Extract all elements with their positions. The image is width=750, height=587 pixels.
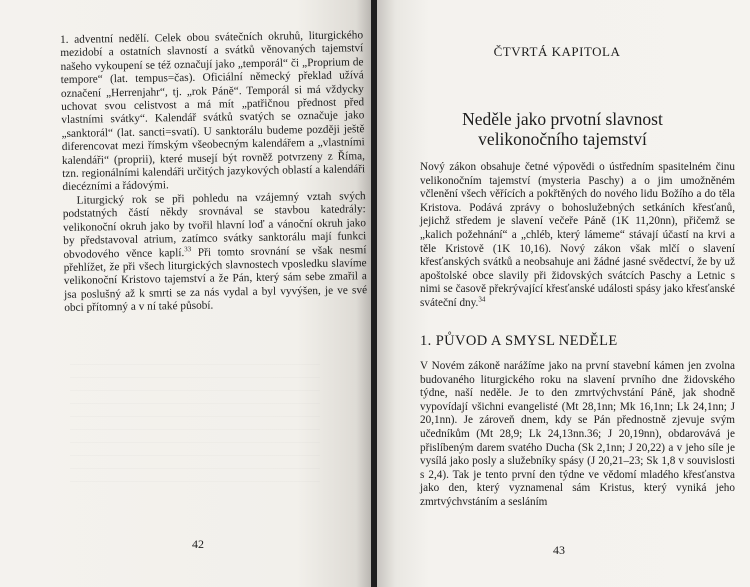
left-page	[0, 0, 371, 587]
page-number: 43	[553, 543, 565, 557]
section-heading: 1. PŮVOD A SMYSL NEDĚLE	[420, 333, 618, 349]
show-through-text	[70, 362, 320, 482]
chapter-title: Neděle jako prvotní slavnost velikonočního tajemství	[462, 109, 663, 149]
footnote-ref: 33	[184, 244, 192, 253]
paragraph: Liturgický rok se při pohledu na vzájemný vztah svých podstatných částí někdy srovnával se stavbou katedrály: velikonoční okruh jako by tvořil hlavní loď a vánoční okruh jako by představoval atrium, zatímco svátky sanktorálu mají funkci obvodového věnce kaplí.$^{33}$ Při tomto srovnání se však nesmí přehlížet, že při všech liturgických slavnostech vposledku slavíme velikonoční Kristovo tajemství a že Pán, který sám sebe zmařil a jsa poslušný až k smrti se za nás vydal a byl vyvýšen, je ve své obci přítomný a v ní také působí.	[62, 190, 368, 315]
paragraph: 1. adventní nedělí. Celek obou svátečních okruhů, liturgického mezidobí a ostatních slavností a svátků věnovaných tajemství našeho vykoupení se též označují jako „temporál“ či „Proprium de tempore“ (lat. tempus=čas). Oficiální německý překlad užívá označení „Herrenjahr“, tj. „rok Páně“. Temporál si má vždycky uchovat svou celistvost a má mít „patřičnou přednost před vlastními svátky“. Kalendář svátků svatých se označuje jako „sanktorál“ (lat. sancti=svatí). U sanktorálu budeme později ještě diferencovat mezi římským všeobecným kalendářem a „vlastními kalendáři“ (proprii), které musejí být rovněž potvrzeny z Říma, tzn. regionálními kalendáři určitých jazykových oblastí a kalendáři diecézními a řádovými.	[60, 29, 366, 194]
left-page-text	[60, 29, 367, 315]
chapter-label: ČTVRTÁ KAPITOLA	[493, 44, 621, 59]
chapter-intro: Nový zákon obsahuje četné výpovědi o ústředním spasitelném činu velikonočním tajemství (mysteria Paschy) a o jim umožněném včlenění všech věřících a pokřtěných do nového lidu Božího a do těla Kristova. Podává zprávy o bohoslužebných setkáních křesťanů, jejichž středem je slavení večeře Páně (1K 11,20nn), přičemž se „kalich požehnání“ a „chléb, který lámeme“ stávají účastí na krvi a těle Kristově (1K 10,16). Nový zákon však mlčí o slavení křesťanských svátků a neobsahuje ani žádné jasné svědectví, že by už apoštolské obce slavily při židovských svátcích Paschy a Letnic s nimi se časově překrývající křesťanské události spásy jako křesťanské sváteční dny.$^{34}$	[420, 161, 735, 309]
section-body: V Novém zákoně narážíme jako na první stavební kámen jen zvolna budovaného liturgického roku na slavení prvního dne židovského týdne, naší neděle. Je to den zmrtvýchvstání Páně, jak shodně vypovídají všichni evangelisté (Mt 28,1nn; Mk 16,1nn; Lk 24,1nn; J 20,1nn). Je zároveň dnem, kdy se Pán přednostně zjevuje svým učedníkům (Mt 28,9; Lk 24,13nn.36; J 20,19nn), obdarovává je přislíbeným darem svatého Ducha (Sk 2,1nn; J 20,22) a v jeho síle je vysílá jako posly a služebníky spásy (J 20,21–23; Sk 1,8 v souvislosti s 2,4). Tak je tento první den týdne ve vědomí mladého křesťanstva jako den, který vyznamenal sám Kristus, který vyniká jeho zmrtvýchvstáním a sesláním	[420, 360, 735, 508]
page-number: 42	[192, 537, 204, 551]
footnote-ref: 34	[478, 295, 486, 304]
